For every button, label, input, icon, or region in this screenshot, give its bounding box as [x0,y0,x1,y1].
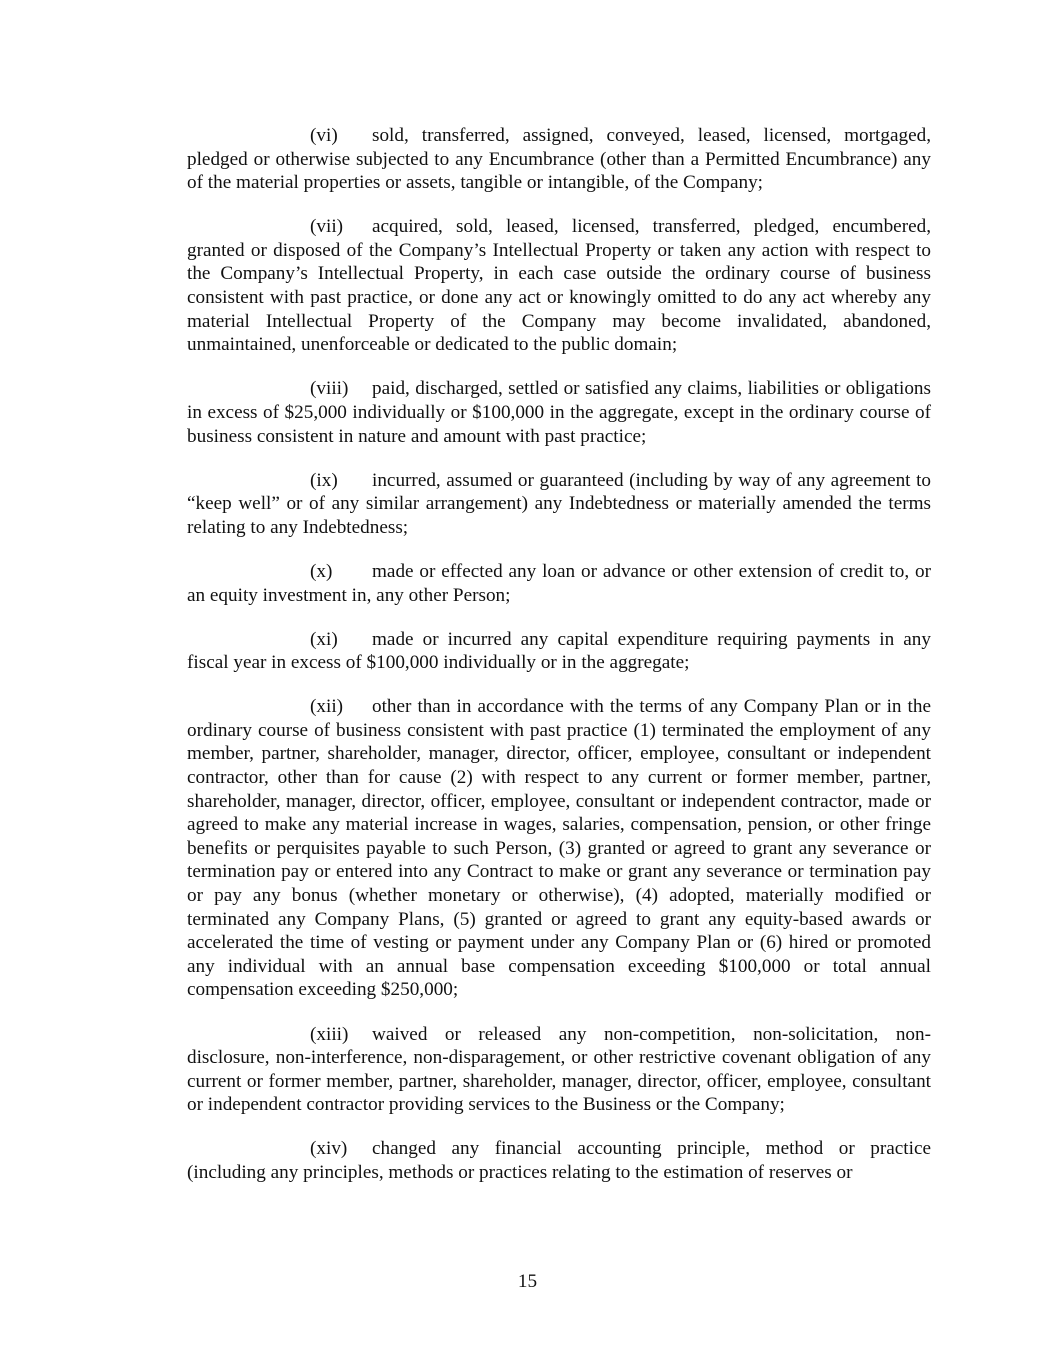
clause-vii [187,215,931,357]
clause-number: (x) [310,560,333,582]
clause-vi [187,124,931,195]
clause-number: (xiii) [310,1023,349,1045]
clause-ix [187,469,931,540]
clause-text: sold, transferred, assigned, conveyed, leased, licensed, mortgaged, pledged or otherwise subjected to any Encumbrance (other than a Permitted Encumbrance) any of the material properties or assets, tangible or intangible, of the Company; [187,125,931,194]
clause-text: waived or released any non-competition, non-solicitation, non-disclosure, non-interference, non-disparagement, or other restrictive covenant obligation of any current or former member, partner, shareholder, manager, director, officer, employee, consultant or independent contractor providing services to the Business or the Company; [187,1023,931,1116]
clause-number: (xi) [310,628,338,650]
clause-text: made or effected any loan or advance or other extension of credit to, or an equity investment in, any other Person; [187,560,931,606]
clause-xi [187,628,931,675]
clause-text: changed any financial accounting principle, method or practice (including any principles, methods or practices relating to the estimation of reserves or [187,1138,931,1183]
clause-text: paid, discharged, settled or satisfied any claims, liabilities or obligations in excess of $25,000 individually or $100,000 in the aggregate, except in the ordinary course of business consistent in nature and amount with past practice; [187,378,931,447]
clause-text: made or incurred any capital expenditure requiring payments in any fiscal year in excess of $100,000 individually or in the aggregate; [187,628,931,674]
clause-text: acquired, sold, leased, licensed, transferred, pledged, encumbered, granted or disposed of the Company’s Intellectual Property or taken any action with respect to the Company’s Intellectual Property, in each case outside the ordinary course of business consistent with past practice, or done any act or knowingly omitted to do any act whereby any material Intellectual Property of the Company may become invalidated, abandoned, unmaintained, unenforceable or dedicated to the public domain; [187,216,931,356]
clause-number: (viii) [310,378,349,400]
clause-number: (xii) [310,696,344,718]
clause-xii [187,695,931,1002]
page-number: 15 [517,1271,538,1292]
clause-xiii [187,1023,931,1117]
clause-x [187,560,931,607]
clause-number: (xiv) [310,1138,348,1160]
clause-text: other than in accordance with the terms of any Company Plan or in the ordinary course of business consistent with past practice (1) terminated the employment of any member, partner, shareholder, manager, director, officer, employee, consultant or independent contractor, other than for cause (2) with respect to any current or former member, partner, shareholder, manager, director, officer, employee, consultant or independent contractor, made or agreed to make any material increase in wages, salaries, compensation, pension, or other fringe benefits or perquisites payable to such Person, (3) granted or agreed to grant any severance or termination pay or entered into any Contract to make or grant any severance or termination pay or pay any bonus (whether monetary or otherwise), (4) adopted, materially modified or terminated any Company Plans, (5) granted or agreed to grant any equity-based awards or accelerated the time of vesting or payment under any Company Plan or (6) hired or promoted any individual with an annual base compensation exceeding $100,000 or total annual compensation exceeding $250,000; [187,696,931,1001]
clause-number: (vi) [310,125,338,146]
clause-text: incurred, assumed or guaranteed (including by way of any agreement to “keep well” or of any similar arrangement) any Indebtedness or materially amended the terms relating to any Indebtedness; [187,469,931,538]
clause-number: (vii) [310,216,344,238]
clause-viii [187,377,931,448]
clause-xiv [187,1137,931,1184]
clause-number: (ix) [310,469,338,491]
document-body [187,124,931,1205]
